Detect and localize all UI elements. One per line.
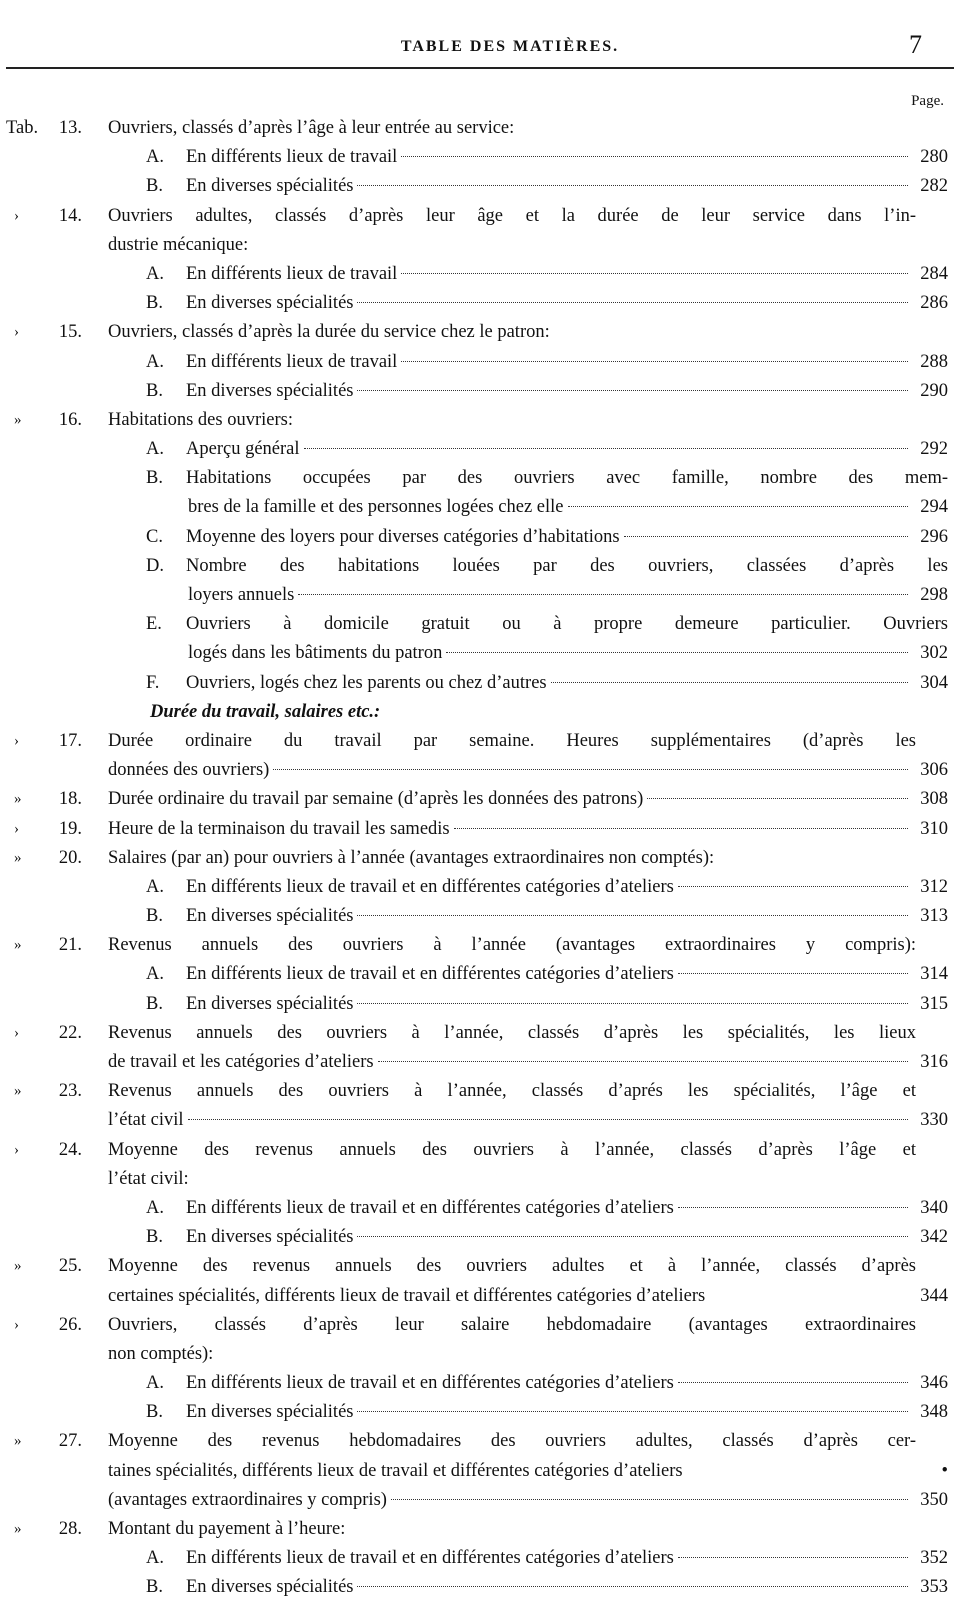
- dot-leader: [401, 361, 908, 362]
- ditto-mark: ›: [14, 1024, 19, 1041]
- table-number: 22.: [58, 1022, 82, 1043]
- toc-line: [0, 1515, 960, 1544]
- dot-leader: [298, 594, 908, 595]
- dot-leader: [647, 798, 908, 799]
- sub-letter: B.: [146, 1577, 163, 1598]
- entry-title: Revenus annuels des ouvriers à l’année (avantages extraordinaires y compris):: [108, 935, 916, 956]
- page-ref: 352: [920, 1548, 948, 1569]
- entry-text: [146, 1194, 948, 1223]
- entry-title: données des ouvriers): [108, 760, 270, 781]
- toc-line: [0, 581, 960, 610]
- entry-text: [150, 698, 916, 727]
- page-ref: 350: [920, 1489, 948, 1510]
- toc-line: [0, 727, 960, 756]
- entry-title: En différents lieux de travail: [186, 147, 398, 168]
- dot-leader: [357, 185, 908, 186]
- toc-line: [0, 435, 960, 464]
- entry-text: [146, 348, 948, 377]
- entry-text: [108, 1077, 916, 1106]
- table-number: 23.: [58, 1081, 82, 1102]
- table-number: 18.: [58, 789, 82, 810]
- dot-leader: [678, 886, 908, 887]
- sub-letter: B.: [146, 176, 163, 197]
- page-ref: 284: [920, 263, 948, 284]
- dot-leader: [357, 1411, 908, 1412]
- entry-text: [146, 289, 948, 318]
- toc-line: [0, 902, 960, 931]
- dot-leader: [378, 1061, 908, 1062]
- toc-line: [0, 639, 960, 668]
- ditto-mark: »: [14, 937, 22, 954]
- entry-title: En diverses spécialités: [186, 176, 354, 197]
- dot-leader: [357, 1586, 908, 1587]
- page-ref: 308: [920, 789, 948, 810]
- entry-title: Salaires (par an) pour ouvriers à l’année (avantages extraordinaires non comptés):: [108, 847, 715, 868]
- page-column-label: Page.: [911, 93, 944, 109]
- entry-text: [146, 902, 948, 931]
- page-title: TABLE DES MATIÈRES.: [400, 38, 620, 55]
- dot-leader: [391, 1499, 908, 1500]
- toc-line: [0, 1573, 960, 1602]
- entry-title: loyers annuels: [188, 585, 295, 605]
- dot-leader: [357, 1236, 908, 1237]
- table-number: 21.: [58, 935, 82, 956]
- table-number: 17.: [58, 730, 82, 751]
- sub-letter: B.: [146, 468, 163, 489]
- toc-line: [0, 348, 960, 377]
- entry-text: [108, 931, 916, 960]
- toc-line: [0, 785, 960, 814]
- entry-text: [108, 1427, 916, 1456]
- entry-title: En différents lieux de travail et en différentes catégories d’ateliers: [186, 1548, 674, 1569]
- page-ref: 288: [920, 351, 948, 372]
- table-number: 20.: [58, 847, 82, 868]
- entry-text: [108, 1019, 916, 1048]
- toc-line: [0, 815, 960, 844]
- entry-text: [108, 114, 916, 143]
- entry-title: Ouvriers, logés chez les parents ou chez d’autres: [186, 672, 547, 693]
- toc-line: [0, 318, 960, 347]
- entry-title: Moyenne des revenus annuels des ouvriers adultes et à l’année, classés d’après: [108, 1256, 916, 1277]
- dot-leader: [678, 1382, 908, 1383]
- entry-title: Durée du travail, salaires etc.:: [150, 701, 381, 722]
- sub-letter: D.: [146, 555, 164, 576]
- toc-line: [0, 1194, 960, 1223]
- entry-text: [146, 1398, 948, 1427]
- sub-letter: B.: [146, 380, 163, 401]
- entry-text: [108, 1165, 916, 1194]
- toc-line: [0, 960, 960, 989]
- ditto-mark: ›: [14, 207, 19, 224]
- ditto-mark: »: [14, 411, 22, 428]
- entry-text: [108, 318, 916, 347]
- toc-line: [0, 1048, 960, 1077]
- table-number: 24.: [58, 1139, 82, 1160]
- table-number: 28.: [58, 1519, 82, 1539]
- table-number: 13.: [58, 118, 82, 138]
- toc-line: [0, 1457, 960, 1486]
- toc-line: [0, 1398, 960, 1427]
- entry-text: [146, 464, 948, 493]
- entry-text: [108, 1311, 916, 1340]
- toc-line: [0, 552, 960, 581]
- ditto-mark: ›: [14, 324, 19, 341]
- toc-line: [0, 114, 960, 143]
- dot-leader: [678, 1207, 908, 1208]
- toc-line: [0, 931, 960, 960]
- entry-title: de travail et les catégories d’ateliers: [108, 1052, 374, 1072]
- entry-text: [146, 1223, 948, 1252]
- toc-line: [0, 1340, 960, 1369]
- entry-title: (avantages extraordinaires y compris): [108, 1489, 387, 1510]
- page-ref: 344: [920, 1285, 948, 1306]
- toc-line: [0, 1486, 960, 1515]
- page-ref: 315: [920, 993, 948, 1014]
- header-rule: [6, 67, 954, 69]
- entry-text: [108, 1252, 916, 1281]
- dot-leader: [401, 156, 908, 157]
- toc-line: [0, 844, 960, 873]
- sub-letter: E.: [146, 614, 162, 635]
- sub-letter: B.: [146, 293, 163, 314]
- toc-line: [0, 1311, 960, 1340]
- entry-title: logés dans les bâtiments du patron: [188, 643, 443, 664]
- entry-title: Durée ordinaire du travail par semaine. Heures supplémentaires (d’après les: [108, 730, 916, 751]
- entry-title: Ouvriers, classés d’après leur salaire hebdomadaire (avantages extraordinaires: [108, 1314, 916, 1335]
- entry-text: [146, 1369, 948, 1398]
- entry-text: [108, 202, 916, 231]
- entry-title: Moyenne des revenus annuels des ouvriers à l’année, classés d’après l’âge et: [108, 1139, 916, 1160]
- dot-leader: [678, 973, 908, 974]
- entry-title: Revenus annuels des ouvriers à l’année, classés d’aprés les spécialités, l’âge et: [108, 1081, 916, 1102]
- entry-text: [146, 377, 948, 406]
- toc-line: [0, 1427, 960, 1456]
- entry-title: l’état civil:: [108, 1168, 189, 1189]
- entry-title: En diverses spécialités: [186, 993, 354, 1014]
- toc-line: [0, 990, 960, 1019]
- entry-text: [108, 1106, 948, 1135]
- sub-letter: B.: [146, 1227, 163, 1248]
- entry-title: Heure de la terminaison du travail les samedis: [108, 818, 450, 839]
- sub-letter: B.: [146, 993, 163, 1014]
- toc-line: [0, 1252, 960, 1281]
- entry-text: [146, 873, 948, 902]
- entry-title: En diverses spécialités: [186, 1402, 354, 1423]
- dot-leader: [446, 652, 908, 653]
- toc-line: [0, 289, 960, 318]
- entry-title: En diverses spécialités: [186, 380, 354, 401]
- entry-text: [146, 172, 948, 201]
- toc-line: [0, 406, 960, 435]
- entry-text: [188, 493, 948, 522]
- entry-text: [146, 523, 948, 552]
- ditto-mark: »: [14, 1083, 22, 1100]
- sub-letter: A.: [146, 1548, 164, 1569]
- ditto-mark: »: [14, 849, 22, 866]
- page-ref: 316: [920, 1052, 948, 1072]
- toc-line: [0, 1223, 960, 1252]
- entry-text: [146, 1573, 948, 1602]
- entry-title: Ouvriers, classés d’après l’âge à leur entrée au service:: [108, 118, 515, 138]
- entry-title: bres de la famille et des personnes logées chez elle: [188, 497, 564, 518]
- toc-line: [0, 1165, 960, 1194]
- page-ref: 280: [920, 147, 948, 168]
- page-ref: 310: [920, 818, 948, 839]
- page-ref: 292: [920, 439, 948, 460]
- toc-line: [0, 1369, 960, 1398]
- dot-leader: [357, 390, 908, 391]
- sub-letter: A.: [146, 1197, 164, 1218]
- toc-line: [0, 1106, 960, 1135]
- entry-title: En différents lieux de travail et en différentes catégories d’ateliers: [186, 964, 674, 985]
- sub-letter: A.: [146, 263, 164, 284]
- entry-text: [108, 231, 916, 260]
- entry-text: [108, 815, 948, 844]
- toc-line: [0, 1544, 960, 1573]
- dot-leader: [357, 1003, 908, 1004]
- entry-title: En différents lieux de travail: [186, 263, 398, 284]
- entry-text: [108, 727, 916, 756]
- dot-leader: [624, 536, 908, 537]
- entry-text: [108, 1515, 916, 1544]
- toc-line: [0, 377, 960, 406]
- entry-title: l’état civil: [108, 1110, 184, 1131]
- page-ref: 306: [920, 760, 948, 781]
- entry-text: [146, 960, 948, 989]
- entry-text: [188, 639, 948, 668]
- entry-title: Habitations occupées par des ouvriers avec famille, nombre des mem-: [186, 468, 948, 489]
- entry-title: certaines spécialités, différents lieux de travail et différentes catégories d’ateliers: [108, 1285, 706, 1306]
- entry-text: [146, 669, 948, 698]
- ditto-mark: ›: [14, 1141, 19, 1158]
- dot-leader: [357, 915, 908, 916]
- page-ref: 353: [920, 1577, 948, 1598]
- entry-title: En diverses spécialités: [186, 1577, 354, 1598]
- entry-title: En différents lieux de travail et en différentes catégories d’ateliers: [186, 1373, 674, 1394]
- entry-title: En différents lieux de travail: [186, 351, 398, 372]
- ditto-mark: »: [14, 791, 22, 808]
- entry-text: [108, 1048, 948, 1077]
- dot-leader: [568, 506, 909, 507]
- entry-title: Nombre des habitations louées par des ouvriers, classées d’après les: [186, 555, 948, 576]
- entry-text: [108, 406, 916, 435]
- sub-letter: C.: [146, 526, 163, 547]
- entry-title: Ouvriers adultes, classés d’après leur âge et la durée de leur service dans l’in-: [108, 205, 916, 226]
- entry-title: Ouvriers à domicile gratuit ou à propre demeure particulier. Ouvriers: [186, 614, 948, 635]
- toc-line: [0, 231, 960, 260]
- page-header: [0, 30, 960, 68]
- toc-line: [0, 669, 960, 698]
- entry-title: Moyenne des revenus hebdomadaires des ouvriers adultes, classés d’après cer-: [108, 1431, 916, 1452]
- sub-letter: A.: [146, 351, 164, 372]
- dot-leader: [357, 302, 908, 303]
- page-ref: 296: [920, 526, 948, 547]
- table-number: 16.: [58, 409, 82, 430]
- entry-text: [146, 552, 948, 581]
- ditto-mark: ›: [14, 820, 19, 837]
- entry-title: Durée ordinaire du travail par semaine (d’après les données des patrons): [108, 789, 644, 810]
- entry-title: Montant du payement à l’heure:: [108, 1519, 346, 1539]
- entry-title: Habitations des ouvriers:: [108, 409, 293, 430]
- entry-text: [108, 1486, 948, 1515]
- dot-leader: [304, 448, 908, 449]
- entry-title: En diverses spécialités: [186, 1227, 354, 1248]
- table-of-contents: [0, 114, 960, 1603]
- dot-leader: [273, 769, 908, 770]
- ditto-mark: ›: [14, 732, 19, 749]
- toc-line: [0, 464, 960, 493]
- entry-text: [188, 581, 948, 610]
- entry-text: [146, 610, 948, 639]
- toc-line: [0, 143, 960, 172]
- entry-text: [108, 785, 948, 814]
- toc-line: [0, 1019, 960, 1048]
- page-ref: 312: [920, 876, 948, 897]
- page-number: 7: [909, 30, 922, 59]
- page-ref: 282: [920, 176, 948, 197]
- sub-letter: A.: [146, 964, 164, 985]
- entry-title: En différents lieux de travail et en différentes catégories d’ateliers: [186, 1197, 674, 1218]
- entry-title: taines spécialités, différents lieux de travail et différentes catégories d’ateliers: [108, 1460, 683, 1481]
- table-number: 19.: [58, 818, 82, 839]
- entry-title: En diverses spécialités: [186, 906, 354, 927]
- toc-line: [0, 698, 960, 727]
- page-ref: •: [941, 1460, 948, 1481]
- entry-text: [146, 990, 948, 1019]
- entry-title: Moyenne des loyers pour diverses catégories d’habitations: [186, 526, 620, 547]
- table-abbrev: Tab.: [6, 118, 39, 138]
- toc-line: [0, 610, 960, 639]
- page-ref: 348: [920, 1402, 948, 1423]
- toc-line: [0, 493, 960, 522]
- entry-title: Ouvriers, classés d’après la durée du service chez le patron:: [108, 322, 550, 343]
- page-ref: 330: [920, 1110, 948, 1131]
- toc-line: [0, 260, 960, 289]
- sub-letter: F.: [146, 672, 160, 693]
- ditto-mark: »: [14, 1433, 22, 1450]
- dot-leader: [454, 828, 908, 829]
- toc-line: [0, 1282, 960, 1311]
- entry-text: [146, 260, 948, 289]
- entry-text: [146, 143, 948, 172]
- ditto-mark: »: [14, 1258, 22, 1275]
- page-ref: 342: [920, 1227, 948, 1248]
- entry-text: [146, 435, 948, 464]
- dot-leader: [678, 1557, 908, 1558]
- sub-letter: B.: [146, 906, 163, 927]
- table-number: 26.: [58, 1314, 82, 1335]
- page-ref: 313: [920, 906, 948, 927]
- entry-text: [108, 1282, 948, 1311]
- page-ref: 298: [920, 585, 948, 605]
- sub-letter: A.: [146, 147, 164, 168]
- dot-leader: [188, 1119, 908, 1120]
- toc-line: [0, 873, 960, 902]
- sub-letter: A.: [146, 1373, 164, 1394]
- entry-text: [146, 1544, 948, 1573]
- page-ref: 290: [920, 380, 948, 401]
- entry-title: dustrie mécanique:: [108, 234, 249, 255]
- table-number: 14.: [58, 205, 82, 226]
- toc-line: [0, 172, 960, 201]
- sub-letter: A.: [146, 439, 164, 460]
- ditto-mark: ›: [14, 1316, 19, 1333]
- entry-text: [108, 756, 948, 785]
- page-ref: 286: [920, 293, 948, 314]
- entry-title: Revenus annuels des ouvriers à l’année, classés d’après les spécialités, les lieux: [108, 1022, 916, 1043]
- page-ref: 304: [920, 672, 948, 693]
- page-ref: 346: [920, 1373, 948, 1394]
- page-ref: 294: [920, 497, 948, 518]
- sub-letter: A.: [146, 876, 164, 897]
- entry-text: [108, 844, 916, 873]
- entry-title: Aperçu général: [186, 439, 300, 460]
- table-number: 27.: [58, 1431, 82, 1452]
- entry-text: [108, 1136, 916, 1165]
- dot-leader: [401, 273, 908, 274]
- page-ref: 314: [920, 964, 948, 985]
- page-ref: 302: [920, 643, 948, 664]
- ditto-mark: »: [14, 1521, 22, 1537]
- dot-leader: [551, 682, 908, 683]
- table-number: 25.: [58, 1256, 82, 1277]
- page-ref: 340: [920, 1197, 948, 1218]
- toc-line: [0, 1077, 960, 1106]
- entry-title: En diverses spécialités: [186, 293, 354, 314]
- entry-text: [108, 1457, 948, 1486]
- entry-text: [108, 1340, 916, 1369]
- table-number: 15.: [58, 322, 82, 343]
- toc-line: [0, 202, 960, 231]
- toc-line: [0, 1136, 960, 1165]
- entry-title: non comptés):: [108, 1343, 214, 1364]
- toc-line: [0, 523, 960, 552]
- entry-title: En différents lieux de travail et en différentes catégories d’ateliers: [186, 876, 674, 897]
- toc-line: [0, 756, 960, 785]
- sub-letter: B.: [146, 1402, 163, 1423]
